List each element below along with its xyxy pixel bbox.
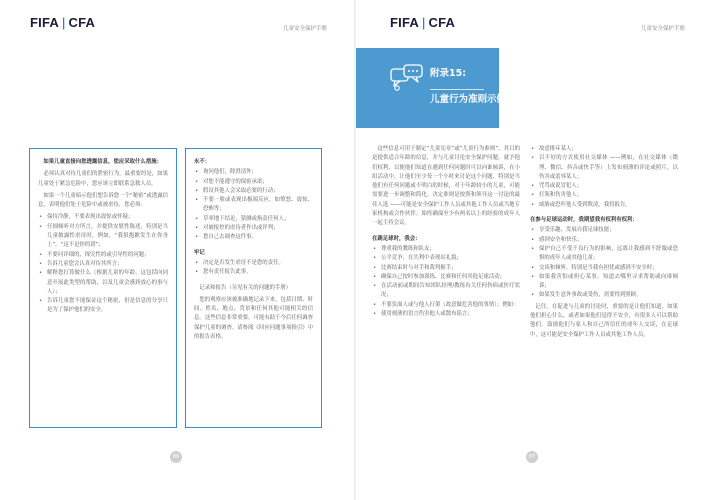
list-item: • 假设其他人会采取必要的行动； <box>194 187 313 196</box>
list-item: • 确保自己按时参加训练、比赛和任何其他足球活动； <box>372 273 520 282</box>
when-playing-heading: 在踢足球时，我会： <box>372 235 421 242</box>
fifa-logo-text: FIFA <box>30 15 59 30</box>
list-item: • 您自己去调查这件事。 <box>194 233 313 242</box>
appendix-title: 附录15: <box>430 68 467 79</box>
list-item: • 威胁或恐吓他人受到欺凌，我将报告。 <box>530 201 678 210</box>
rights-heading: 在参与足球运动时，我期望我有权利有权利： <box>530 217 638 224</box>
list-item: • 交谈和倾听，特别是当我有担忧或感到不安全时； <box>530 264 678 273</box>
conduct-list-continued <box>530 145 678 210</box>
fifa-cfa-logo <box>30 15 95 30</box>
text-column-right <box>530 145 678 343</box>
fifa-logo-text: FIFA <box>390 15 419 30</box>
page-number: 86 <box>170 451 182 463</box>
box-lead-question: 如果儿童直接向您透露信息，您应采取什么措施： <box>43 159 162 165</box>
list-item: • 决定是否发生虐待不是您的责任。 <box>194 259 313 268</box>
logo-separator: | <box>61 15 66 30</box>
list-item: • 仔细倾听对方所言，并提供安慰性陈述，特别是当儿童披露性虐待时，例如，“我很抱歉发生在你身上”，“这不是你的错”； <box>38 223 168 251</box>
left-page <box>0 0 355 500</box>
list-item: • 不要问详细的、探究性的或引导性的问题； <box>38 251 168 260</box>
conduct-list <box>372 245 520 319</box>
list-item: • 在活动前或期间告知团队经理/教练有关任何伤病或医疗状况； <box>372 282 520 301</box>
right-page <box>356 0 711 500</box>
list-item: • 使用刻薄的语言伤害他人或散布谣言； <box>372 310 520 319</box>
logo-separator: | <box>421 15 426 30</box>
rights-list <box>530 226 678 300</box>
list-item: • 咒骂或说冒犯人； <box>530 182 678 191</box>
list-item: • 告诉儿童您会认真对待其所言； <box>38 260 168 269</box>
box-paragraph: 必须认真对待儿童们的泄密行为。最重要的是，如果儿童处于紧急危险中，您应该立即联系急救人员。 <box>38 171 168 187</box>
never-list <box>194 168 313 242</box>
list-item: • 故意排斥某人； <box>530 145 678 154</box>
guidance-list <box>38 213 168 315</box>
intro-paragraph: 这些信息可用于制定“儿童宪章”或“儿童行为准则”，其目的是提供适合年龄的信息，并与儿童讨论安全保护问题。就予他们权利，以便他们知道在遇到任何问题时可以向谁倾诉，在小组活动中，让他们至少每一个小时来讨论这个问题，特别是当他们有任何问题或不明白的时候，对于年龄较小的儿童，可能需要进一步调整和简化。决定准则是按照和领导这一讨论的最佳人选 ——可能是安全保护工作人员或其他工作人员或当地专家机构或合作伙伴。始终确保至少有两名以上的经验的成年人一起主持会议。 <box>372 146 520 227</box>
speech-bubbles-icon <box>390 64 424 92</box>
list-item: • 打架和伤害他人； <box>530 191 678 200</box>
disclosure-guidance-box <box>29 148 177 428</box>
list-item: • 感到安全和快乐； <box>530 236 678 245</box>
never-remember-box <box>185 148 322 428</box>
list-item: • 比赛结束时与对手和裁判握手； <box>372 264 520 273</box>
list-item: • 草率地下结论，猜测或指责任何人； <box>194 215 313 224</box>
list-item: • 以不好的方式使用社交媒体 ——例如，在社交媒体（微博、微信、抖音或快手等）上发布刻薄的评论或照片，以伤害或羞辱某人； <box>530 154 678 182</box>
cfa-logo-text: CFA <box>68 15 96 30</box>
appendix-banner <box>356 48 507 128</box>
list-item: • 保护自己不受不良行为的影响，远离让我感到不舒服或恐惧的成年人或其他儿童； <box>530 245 678 264</box>
list-item: • 如果我害怕或担心某事，知道去哪里寻求帮助或向谁倾诉； <box>530 273 678 292</box>
list-item: • 不要一脸或表现出极端反应，如愤怒、震惊、恐怖等； <box>194 196 313 215</box>
cfa-logo-text: CFA <box>428 15 456 30</box>
box-paragraph: 记录和报告（另见有关的问题的手册） <box>199 284 292 291</box>
list-item: • 对您不能遵守的保密承诺； <box>194 178 313 187</box>
never-heading: 永不： <box>194 159 211 165</box>
list-item: • 解释您打算做什么（根据儿童的年龄，这包括向同意开展此类型的帮助，以及儿童会感到放心的事与人）； <box>38 269 168 297</box>
list-item: • 享受乐趣、发展自我足球技能； <box>530 226 678 235</box>
list-item: • 询问他们，除澄清外； <box>194 168 313 177</box>
header-title: 儿童安全保护手册 <box>283 26 328 32</box>
closing-paragraph: 记住，在促进与儿童的讨论时，重要的是让他们知道，如果他们担心什么，或者如果他们觉得不安全，有很多人可以帮助他们。鼓励他们与家人和自己所信任的成年人交谈，在足球中，这可能是安全保护工作人员或其他工作人员。 <box>530 303 678 338</box>
text-column-left <box>372 145 520 321</box>
page-number: 87 <box>526 451 538 463</box>
banner-divider <box>430 89 484 90</box>
remember-list <box>194 259 313 278</box>
box-paragraph: 您的观察应该被准确地记录下来，包括日期、时间、姓名、地点、背景和任何其他可能相关的信息。这些信息非常重要，可能有助于今后任何调查保护儿童的调查。请参阅《回应问题事项指引》中的报告表格。 <box>194 296 313 341</box>
box-paragraph: 如果一个儿童暗示他们想告诉您一个“秘密”或透露信息，表明他们处于危险中或被虐待，您必须： <box>38 192 168 209</box>
fifa-cfa-logo <box>390 15 455 30</box>
list-item: • 您有责任报告此事。 <box>194 268 313 277</box>
header-title: 儿童安全保护手册 <box>641 26 686 32</box>
list-item: • 保持冷静，不要表现出震惊或怀疑； <box>38 213 168 222</box>
list-item: • 如果发生意外事故或受伤，需要得到照顾。 <box>530 291 678 300</box>
remember-heading: 牢记 <box>194 249 205 256</box>
list-item: • 公平竞争，在失利中表现出礼貌； <box>372 254 520 263</box>
list-item: • 尊重我的教练和队友； <box>372 245 520 254</box>
list-item: • 不要负面人或与他人打架（故意做危害他的事情）；例如： <box>372 301 520 310</box>
appendix-subtitle: 儿童行为准则示例 <box>430 94 507 105</box>
list-item: • 对被报控的虐待者作出或评判； <box>194 224 313 233</box>
list-item: • 告诉儿童您不能保证这个秘密，但是信息的分享只是为了保护他们的安全。 <box>38 297 168 316</box>
